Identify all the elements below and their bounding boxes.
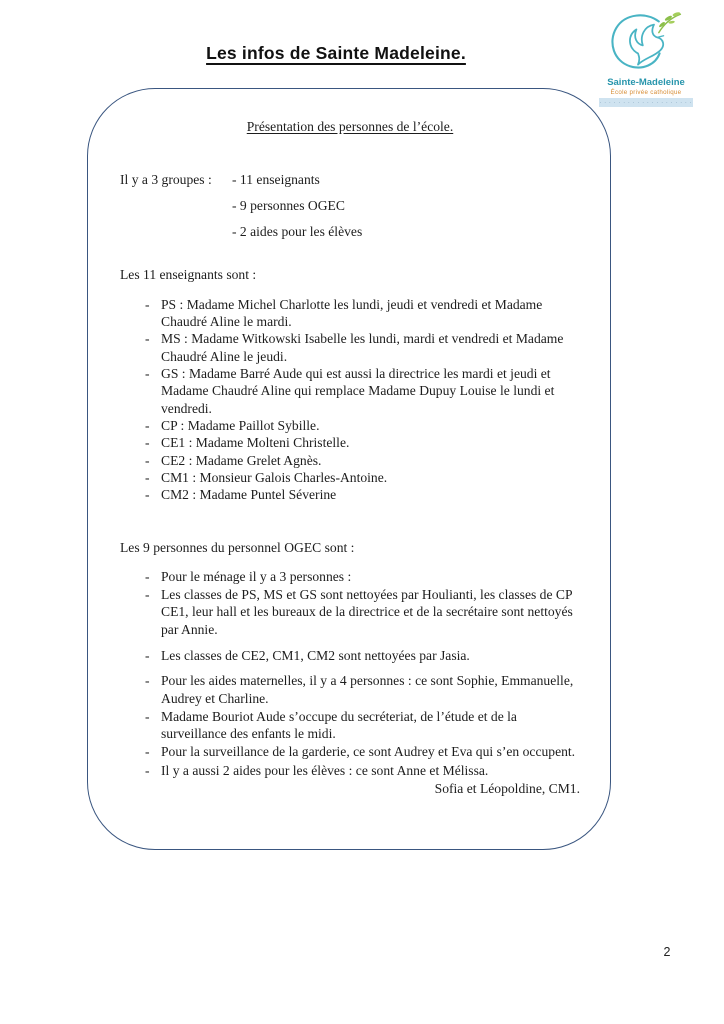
signature: Sofia et Léopoldine, CM1. bbox=[434, 780, 580, 796]
list-item: - CP : Madame Paillot Sybille. bbox=[161, 417, 580, 434]
groups-items bbox=[232, 171, 362, 240]
list-item: - MS : Madame Witkowski Isabelle les lundi, mardi et vendredi et Madame Chaudré Aline le jeudi. bbox=[161, 330, 580, 365]
list-item: - CE1 : Madame Molteni Christelle. bbox=[161, 434, 580, 451]
list-item: - CE2 : Madame Grelet Agnès. bbox=[161, 452, 580, 469]
list-item: - Il y a aussi 2 aides pour les élèves : ce sont Anne et Mélissa. bbox=[161, 762, 580, 779]
list-item: - PS : Madame Michel Charlotte les lundi, jeudi et vendredi et Madame Chaudré Aline le mardi. bbox=[161, 296, 580, 331]
groups-label: Il y a 3 groupes : bbox=[120, 172, 212, 188]
list-item: - Madame Bouriot Aude s’occupe du secréteriat, de l’étude et de la surveillance des enfants le midi. bbox=[161, 708, 580, 743]
list-item: - CM1 : Monsieur Galois Charles-Antoine. bbox=[161, 469, 580, 486]
list-item: - Les classes de PS, MS et GS sont nettoyées par Houlianti, les classes de CP CE1, leur hall et les bureaux de la directrice et de la secrétaire sont nettoyés par Annie. bbox=[161, 586, 580, 638]
list-item: - Pour le ménage il y a 3 personnes : bbox=[161, 568, 580, 585]
ogec-heading: Les 9 personnes du personnel OGEC sont : bbox=[120, 540, 355, 556]
group-item: - 2 aides pour les élèves bbox=[232, 224, 363, 240]
dove-icon bbox=[606, 8, 686, 78]
content-box bbox=[87, 88, 611, 850]
teachers-heading: Les 11 enseignants sont : bbox=[120, 266, 257, 282]
logo-tagline: · · · · · · · · · · · · · · · · · · · · bbox=[599, 100, 693, 105]
groups-intro bbox=[120, 171, 580, 240]
list-item: - Les classes de CE2, CM1, CM2 sont nettoyées par Jasia. bbox=[161, 647, 580, 664]
school-logo bbox=[596, 8, 696, 118]
teachers-list bbox=[120, 296, 580, 504]
list-item: - Pour la surveillance de la garderie, ce sont Audrey et Eva qui s’en occupent. bbox=[161, 743, 580, 760]
section-title: Présentation des personnes de l’école. bbox=[246, 119, 454, 134]
logo-school-name: Sainte-Madeleine bbox=[607, 77, 685, 88]
page-number: 2 bbox=[663, 945, 671, 959]
group-item: - 9 personnes OGEC bbox=[232, 198, 345, 214]
page-title: Les infos de Sainte Madeleine. bbox=[206, 43, 466, 63]
logo-subtitle: École privée catholique bbox=[610, 89, 682, 96]
ogec-list bbox=[120, 568, 580, 779]
list-item: - CM2 : Madame Puntel Séverine bbox=[161, 486, 580, 503]
list-item: - GS : Madame Barré Aude qui est aussi la directrice les mardi et jeudi et Madame Chaudré Aline qui remplace Madame Dupuy Louise le lundi et vendredi. bbox=[161, 365, 580, 417]
group-item: - 11 enseignants bbox=[232, 172, 320, 188]
list-item: - Pour les aides maternelles, il y a 4 personnes : ce sont Sophie, Emmanuelle, Audrey et Charline. bbox=[161, 672, 580, 707]
